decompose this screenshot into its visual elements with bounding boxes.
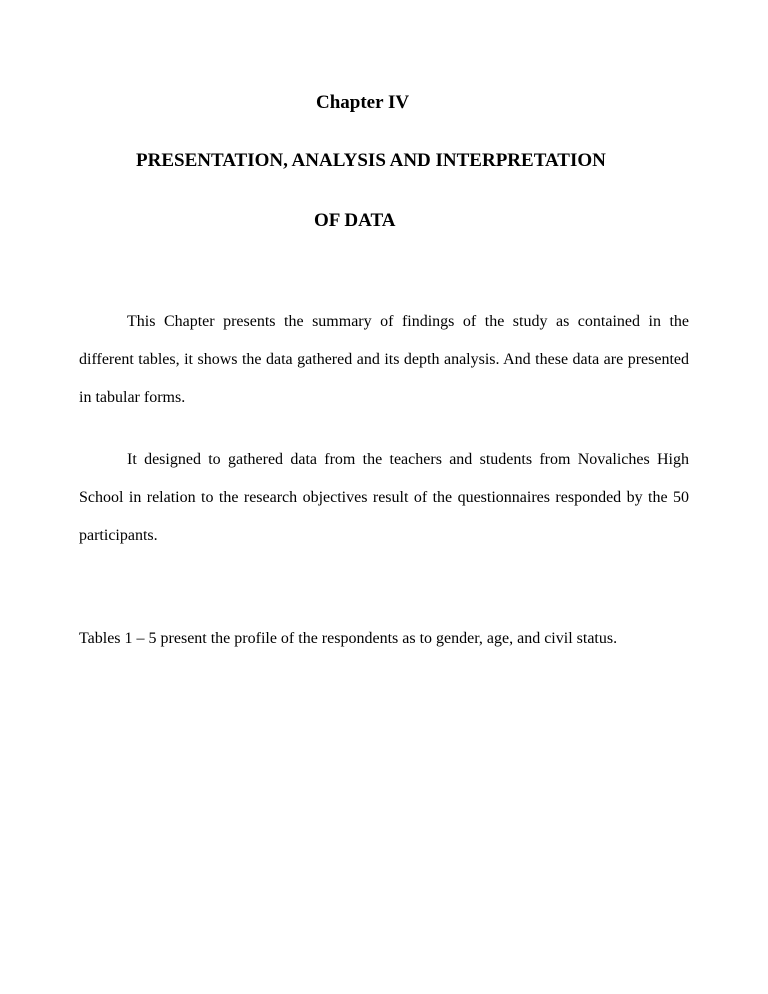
paragraph-tables-note bbox=[79, 620, 719, 658]
paragraph-text: This Chapter presents the summary of findings of the study as contained in the different tables, it shows the data gathered and its depth analysis. And these data are presented in tabular forms. bbox=[79, 313, 689, 406]
section-title-line-1: PRESENTATION, ANALYSIS AND INTERPRETATION bbox=[136, 150, 606, 171]
chapter-title: Chapter IV bbox=[316, 92, 410, 113]
section-title-line-2: OF DATA bbox=[314, 210, 396, 231]
paragraph-intro bbox=[79, 303, 689, 417]
paragraph-text: It designed to gathered data from the teachers and students from Novaliches High School in relation to the research objectives result of the questionnaires responded by the 50 participants. bbox=[79, 451, 689, 544]
paragraph-text: Tables 1 – 5 present the profile of the respondents as to gender, age, and civil status. bbox=[79, 630, 618, 647]
paragraph-methodology bbox=[79, 441, 689, 555]
